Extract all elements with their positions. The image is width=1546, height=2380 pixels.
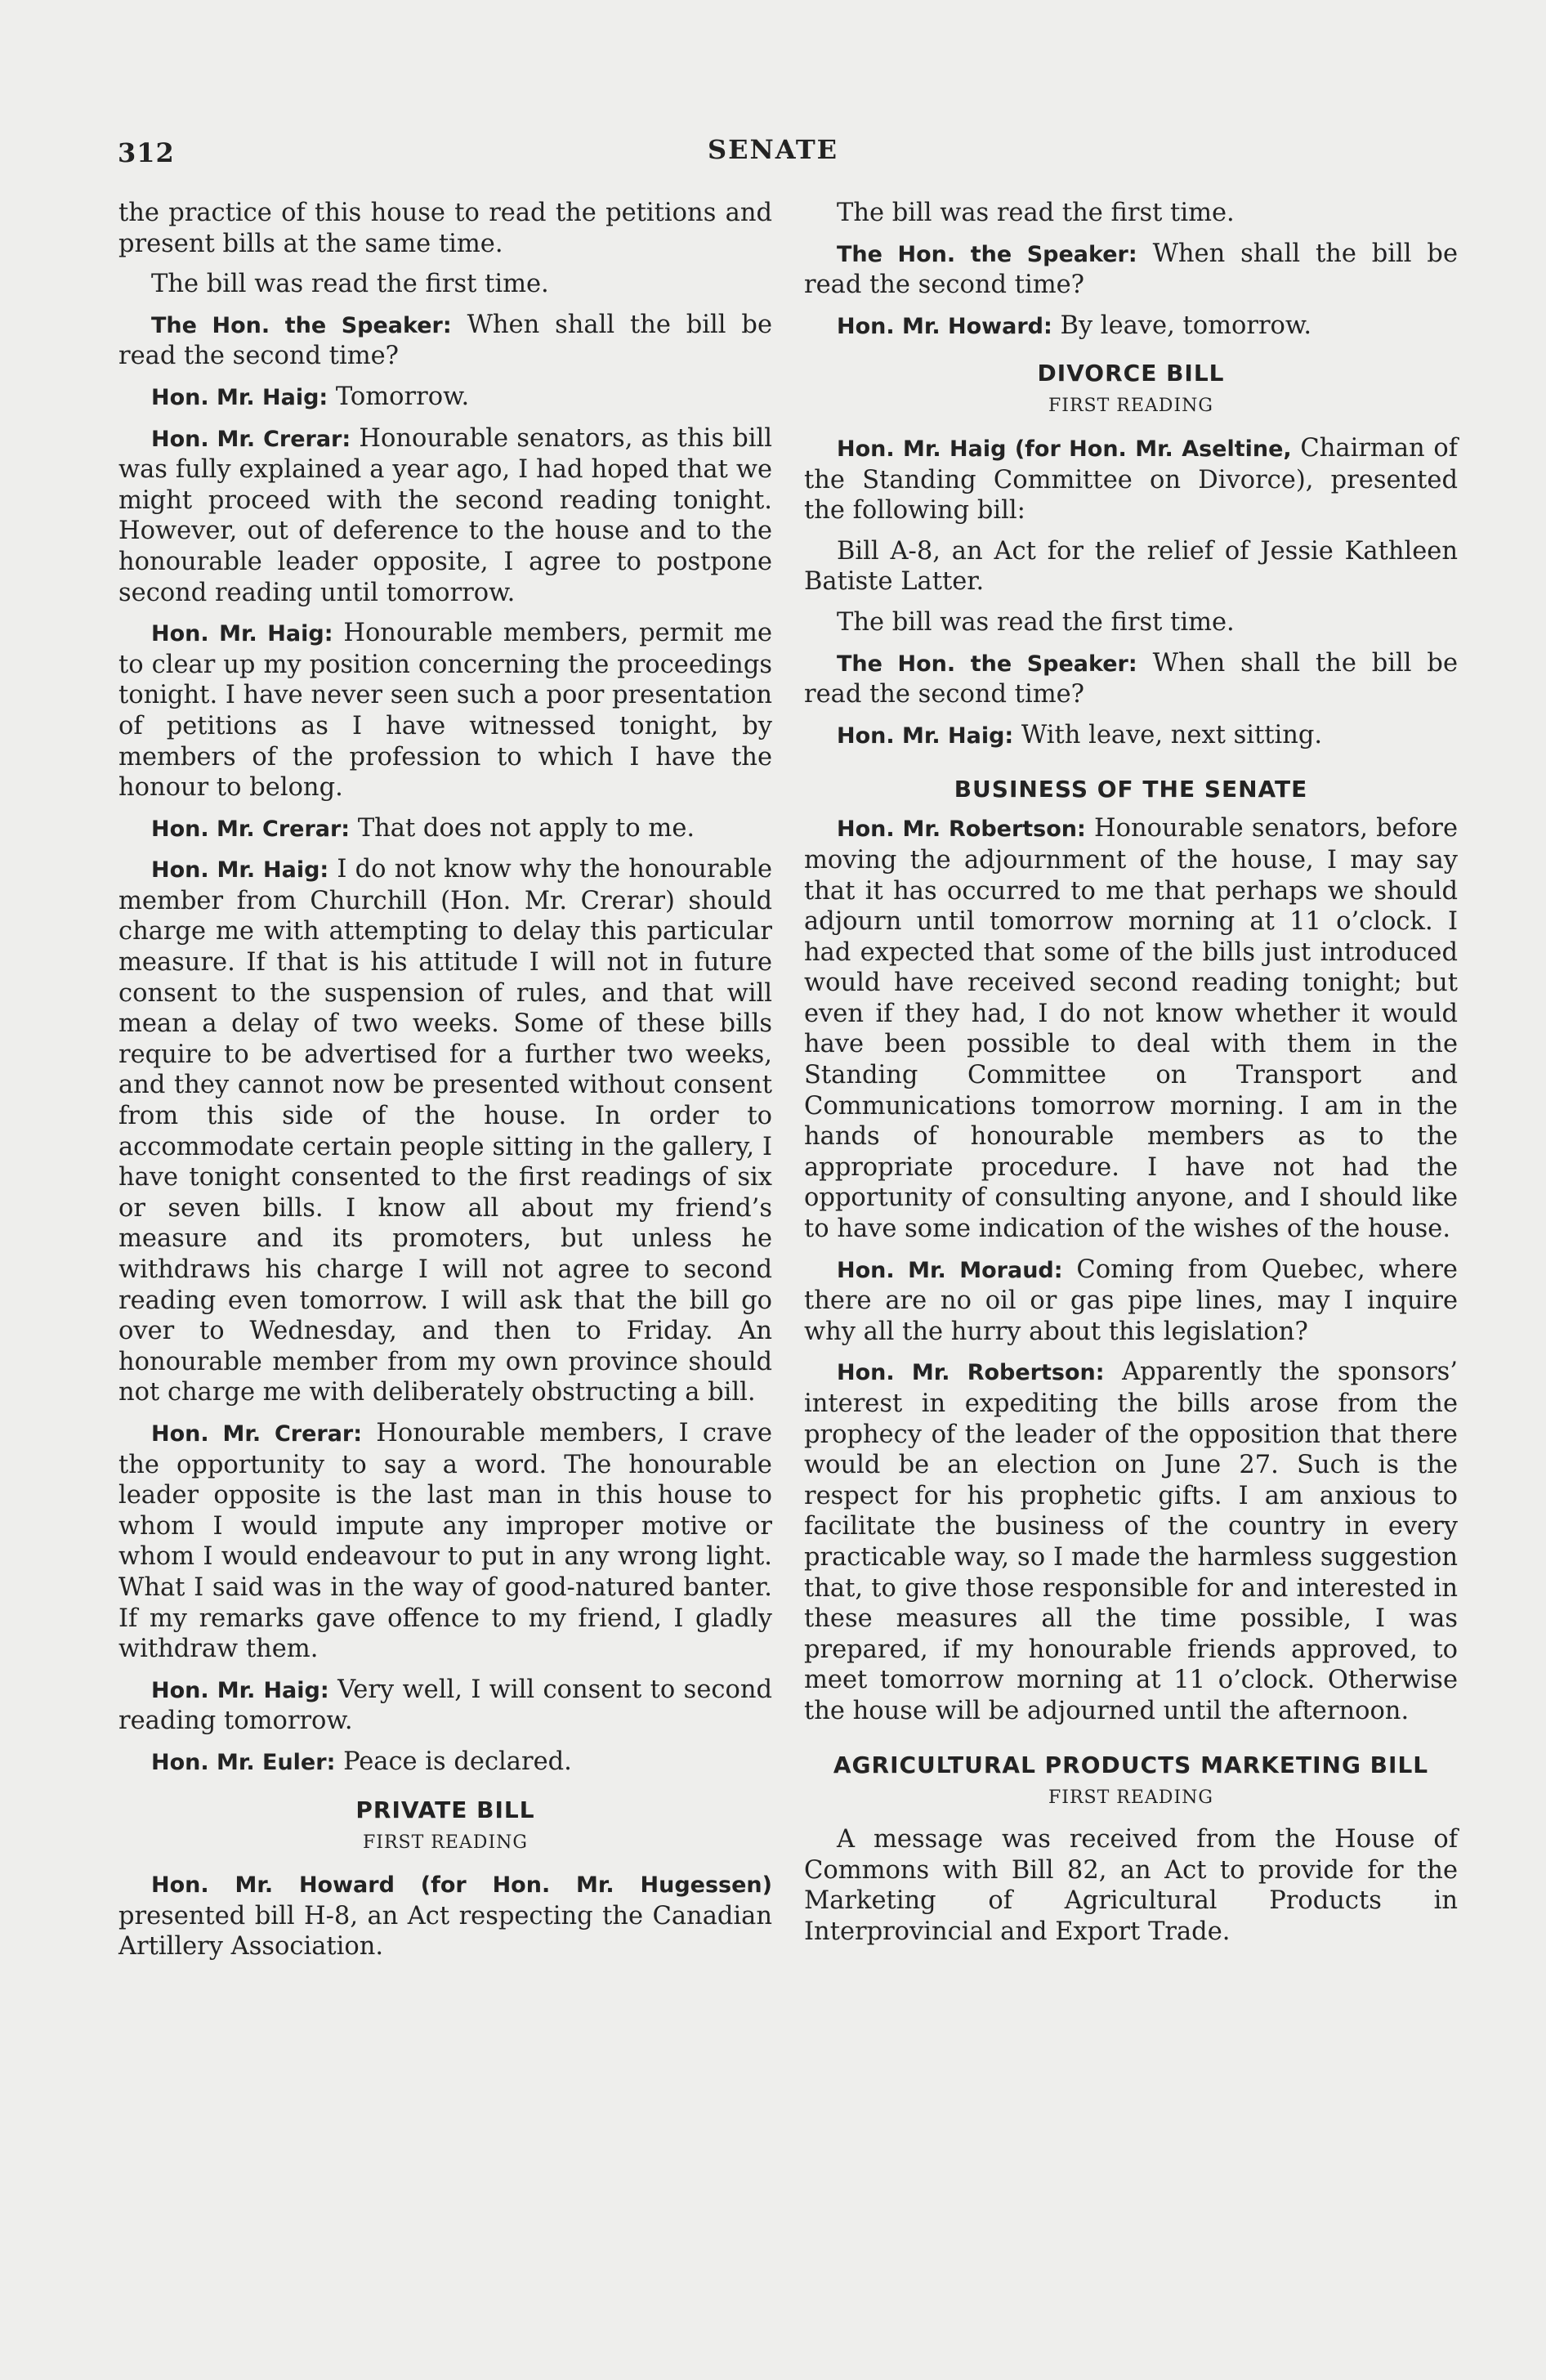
left-paragraphs	[118, 198, 772, 1778]
paragraph-text: The bill was read the first time.	[151, 270, 549, 299]
paragraph	[804, 1824, 1458, 1947]
speaker-name: Hon. Mr. Haig:	[151, 1677, 329, 1703]
divorce-bill-paragraphs	[804, 433, 1458, 751]
speaker-name: Hon. Mr. Crerar:	[151, 816, 351, 842]
paragraph	[804, 648, 1458, 710]
paragraph	[804, 433, 1458, 526]
paragraph-text: Very well, I will consent to second reading tomorrow.	[118, 1675, 772, 1736]
paragraph	[804, 1255, 1458, 1348]
paragraph	[804, 239, 1458, 301]
paragraph	[118, 813, 772, 845]
speaker-name: Hon. Mr. Howard:	[837, 313, 1052, 339]
paragraph-text: Honourable senators, as this bill was fully explained a year ago, I had hoped that we might proceed with the second reading tonight. However, out of deference to the house and to the honourable leader opposite, I agree to postpone second reading until tomorrow.	[118, 423, 773, 607]
agri-bill-heading: AGRICULTURAL PRODUCTS MARKETING BILL	[833, 1751, 1429, 1778]
speaker-name: Hon. Mr. Euler:	[151, 1749, 336, 1775]
speaker-name: Hon. Mr. Moraud:	[837, 1257, 1063, 1283]
paragraph	[804, 607, 1458, 638]
paragraph-text: The bill was read the first time.	[837, 607, 1235, 637]
right-column	[804, 198, 1458, 1957]
business-paragraphs	[804, 813, 1458, 1726]
speaker-name: Hon. Mr. Haig:	[151, 621, 333, 647]
private-bill-subheading: FIRST READING	[363, 1832, 528, 1853]
speaker-name: Hon. Mr. Robertson:	[837, 1360, 1105, 1386]
paragraph-text: When shall the bill be read the second time?	[118, 310, 772, 371]
paragraph	[118, 1747, 772, 1778]
paragraph-text: Bill A-8, an Act for the relief of Jessie Kathleen Batiste Latter.	[804, 536, 1458, 597]
paragraph-text: Apparently the sponsors’ interest in expediting the bills arose from the prophecy of the leader of the opposition that there would be an election on June 27. Such is the respect for his prophetic gifts. I am anxious to facilitate the business of the country in every practicable way, so I made the harmless suggestion that, to give those responsible for and interested in these measures all the time possible, I was prepared, if my honourable friends approved, to meet tomorrow morning at 11 o’clock. Otherwise the house will be adjourned until the afternoon.	[804, 1358, 1458, 1725]
speaker-name: Hon. Mr. Howard (for Hon. Mr. Hugessen)	[151, 1872, 772, 1899]
paragraph	[804, 813, 1458, 1244]
speaker-name: The Hon. the Speaker:	[151, 312, 452, 338]
paragraph-text: A message was received from the House of Commons with Bill 82, an Act to provide for the Marketing of Agricultural Products in Interprovincial and Export Trade.	[804, 1825, 1458, 1946]
agri-bill-subheading: FIRST READING	[1048, 1787, 1213, 1808]
paragraph	[118, 382, 772, 414]
page-number: 312	[118, 137, 175, 168]
paragraph	[118, 310, 772, 372]
agri-bill-paragraphs	[804, 1824, 1458, 1947]
speaker-name: Hon. Mr. Robertson:	[837, 816, 1086, 843]
speaker-name: Hon. Mr. Haig:	[151, 384, 328, 410]
paragraph-text: That does not apply to me.	[357, 813, 695, 843]
paragraph-text: Coming from Quebec, where there are no oil or gas pipe lines, may I inquire why all the hurry about this legislation?	[804, 1255, 1458, 1346]
paragraph-text: Tomorrow.	[335, 382, 470, 411]
left-column	[118, 198, 772, 1972]
business-heading: BUSINESS OF THE SENATE	[954, 776, 1308, 803]
private-bill-heading: PRIVATE BILL	[355, 1796, 535, 1823]
paragraph-text: Chairman of the Standing Committee on Divorce), presented the following bill:	[804, 433, 1459, 526]
paragraph-text: the practice of this house to read the petitions and present bills at the same time.	[118, 199, 772, 258]
paragraph	[118, 198, 772, 259]
paragraph	[118, 618, 772, 803]
speaker-name: Hon. Mr. Crerar:	[151, 426, 351, 452]
divorce-bill-heading: DIVORCE BILL	[1037, 360, 1225, 387]
paragraph-text: The bill was read the first time.	[837, 199, 1235, 227]
paragraph-text: presented bill H-8, an Act respecting the Canadian Artillery Association.	[118, 1901, 772, 1962]
paragraph	[804, 720, 1458, 752]
paragraph	[118, 269, 772, 300]
paragraph-text: Honourable members, permit me to clear up my position concerning the proceedings tonight. I have never seen such a poor presentation of petitions as I have witnessed tonight, by members of the profession to which I have the honour to belong.	[118, 619, 772, 803]
paragraph-text: When shall the bill be read the second time?	[804, 239, 1458, 300]
paragraph	[804, 536, 1458, 597]
speaker-name: Hon. Mr. Haig:	[151, 857, 329, 884]
running-head: SENATE	[707, 134, 839, 165]
paragraph	[118, 1869, 772, 1962]
speaker-name: Hon. Mr. Haig (for Hon. Mr. Aseltine,	[837, 436, 1292, 462]
paragraph-text: With leave, next sitting.	[1021, 720, 1323, 749]
paragraph-text: I do not know why the honourable member from Churchill (Hon. Mr. Crerar) should charge me with attempting to delay this particular measure. If that is his attitude I will not in future consent to the suspension of rules, and that will mean a delay of two weeks. Some of these bills require to be advertised for a further two weeks, and they cannot now be presented without consent from this side of the house. In order to accommodate certain people sitting in the gallery, I have tonight consented to the first readings of six or seven bills. I know all about my friend’s measure and its promoters, but unless he withdraws his charge I will not agree to second reading even tomorrow. I will ask that the bill go over to Wednesday, and then to Friday. An honourable member from my own province should not charge me with deliberately obstructing a bill.	[118, 855, 773, 1407]
divorce-bill-subheading: FIRST READING	[1048, 396, 1213, 417]
paragraph	[118, 423, 772, 609]
paragraph	[804, 1357, 1458, 1726]
right-top-paragraphs	[804, 198, 1458, 342]
paragraph-text: Honourable members, I crave the opportunity to say a word. The honourable leader opposite is the last man in this house to whom I would impute any improper motive or whom I would endeavour to put in any wrong light. What I said was in the way of good-natured banter. If my remarks gave offence to my friend, I gladly withdraw them.	[118, 1418, 773, 1664]
speaker-name: Hon. Mr. Haig:	[837, 722, 1014, 749]
paragraph-text: Peace is declared.	[343, 1747, 572, 1776]
paragraph-text: By leave, tomorrow.	[1060, 311, 1312, 340]
paragraph	[118, 1675, 772, 1737]
speaker-name: The Hon. the Speaker:	[837, 651, 1137, 677]
paragraph	[118, 854, 772, 1408]
paragraph-text: Honourable senators, before moving the adjournment of the house, I may say that it has occurred to me that perhaps we should adjourn until tomorrow morning at 11 o’clock. I had expected that some of the bills just introduced would have received second reading tonight; but even if they had, I do not know whether it would have been possible to deal with them in the Standing Committee on Transport and Communications tomorrow morning. I am in the hands of honourable members as to the appropriate procedure. I have not had the opportunity of consulting anyone, and I should like to have some indication of the wishes of the house.	[804, 814, 1459, 1244]
private-bill-paragraphs	[118, 1869, 772, 1962]
paragraph	[804, 311, 1458, 342]
paragraph	[118, 1418, 772, 1665]
paragraph	[804, 198, 1458, 229]
speaker-name: Hon. Mr. Crerar:	[151, 1420, 363, 1447]
speaker-name: The Hon. the Speaker:	[837, 241, 1137, 267]
paragraph-text: When shall the bill be read the second time?	[804, 648, 1458, 709]
